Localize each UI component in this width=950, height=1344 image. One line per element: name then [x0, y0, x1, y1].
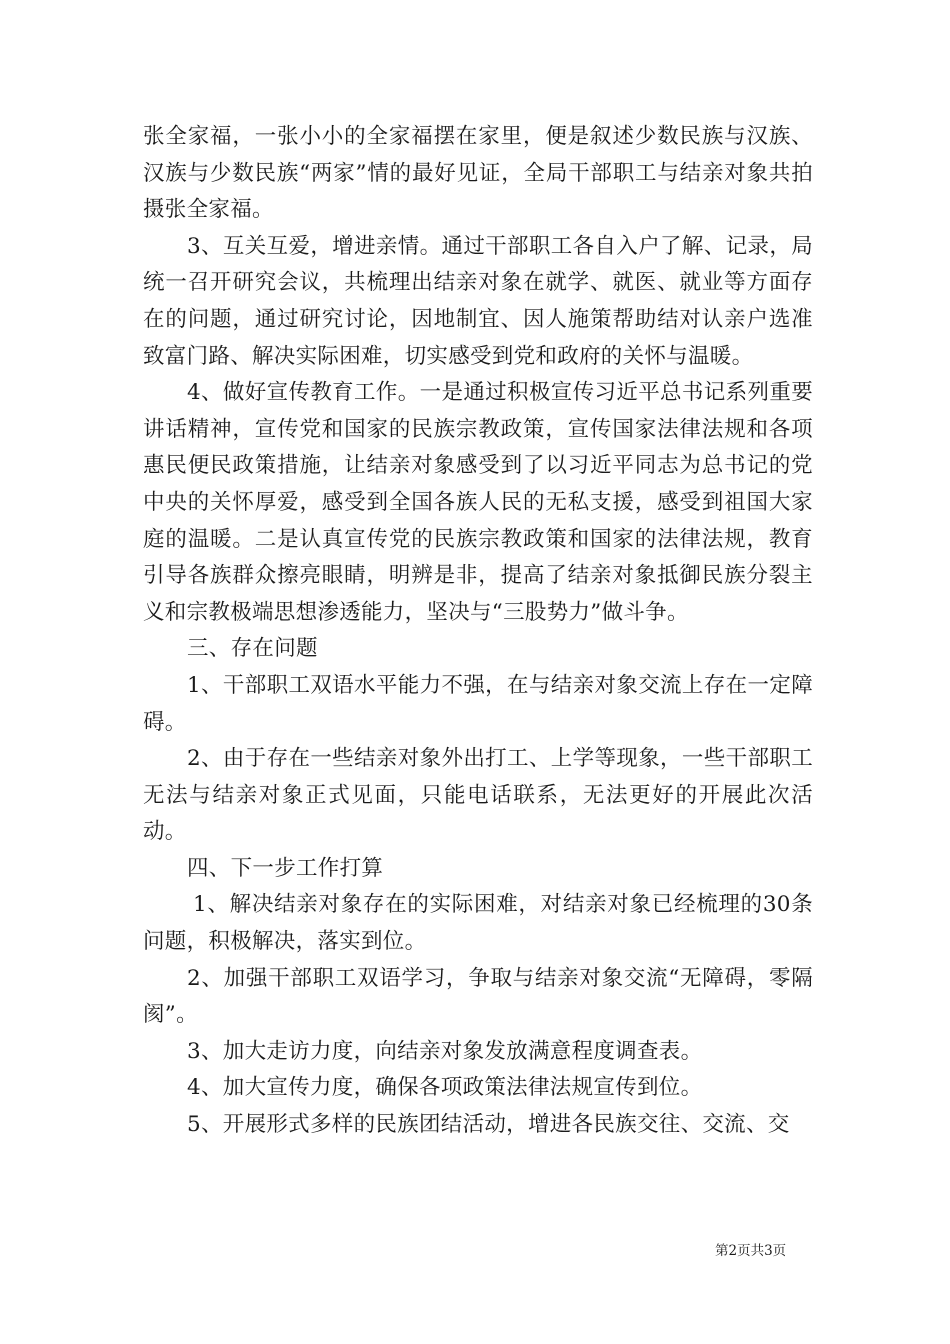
paragraph-family-photo: 张全家福，一张小小的全家福摆在家里，便是叙述少数民族与汉族、汉族与少数民族“两家”情的最好见证，全局干部职工与结亲对象共拍摄张全家福。 — [143, 124, 813, 223]
paragraph-problem-1: 1、干部职工双语水平能力不强，在与结亲对象交流上存在一定障碍。 — [143, 672, 813, 735]
paragraph-next-step-5: 5、开展形式多样的民族团结活动，增进各民族交往、交流、交 — [187, 1112, 790, 1138]
paragraph-next-step-2: 2、加强干部职工双语学习，争取与结亲对象交流“无障碍，零隔阂”。 — [143, 965, 813, 1028]
document-body — [143, 119, 813, 1144]
paragraph-next-step-3: 3、加大走访力度，向结亲对象发放满意程度调查表。 — [187, 1038, 703, 1064]
paragraph-publicity-education: 4、做好宣传教育工作。一是通过积极宣传习近平总书记系列重要讲话精神，宣传党和国家的民族宗教政策，宣传国家法律法规和各项惠民便民政策措施，让结亲对象感受到了以习近平同志为总书记的党中央的关怀厚爱，感受到全国各族人民的无私支援，感受到祖国大家庭的温暖。二是认真宣传党的民族宗教政策和国家的法律法规，教育引导各族群众擦亮眼睛，明辨是非，提高了结亲对象抵御民族分裂主义和宗教极端思想渗透能力，坚决与“三股势力”做斗争。 — [143, 380, 813, 625]
paragraph-next-step-4: 4、加大宣传力度，确保各项政策法律法规宣传到位。 — [187, 1075, 703, 1101]
paragraph-mutual-care: 3、互关互爱，增进亲情。通过干部职工各自入户了解、记录，局统一召开研究会议，共梳理出结亲对象在就学、就医、就业等方面存在的问题，通过研究讨论，因地制宜、因人施策帮助结对认亲户选准致富门路、解决实际困难，切实感受到党和政府的关怀与温暖。 — [143, 233, 813, 369]
paragraph-next-step-1: 1、解决结亲对象存在的实际困难，对结亲对象已经梳理的30条问题，积极解决，落实到位。 — [143, 892, 813, 955]
heading-next-steps: 四、下一步工作打算 — [187, 855, 384, 881]
heading-existing-problems: 三、存在问题 — [187, 636, 318, 662]
page-number-footer: 第2页共3页 — [715, 1243, 787, 1259]
paragraph-problem-2: 2、由于存在一些结亲对象外出打工、上学等现象，一些干部职工无法与结亲对象正式见面，只能电话联系，无法更好的开展此次活动。 — [143, 746, 813, 845]
